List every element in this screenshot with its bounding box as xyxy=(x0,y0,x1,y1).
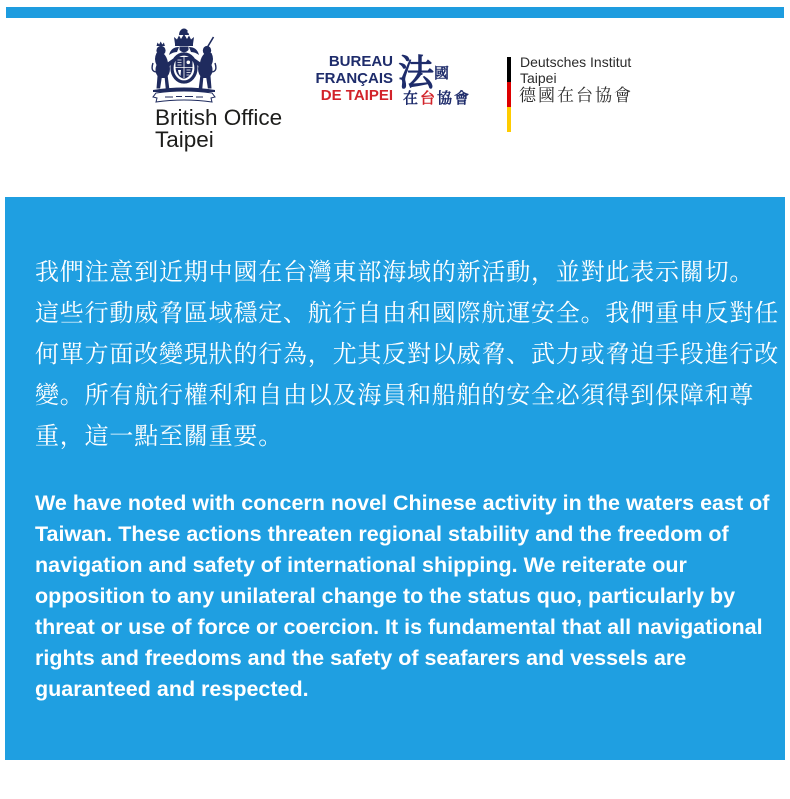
statement-english-line: rights and freedoms and the safety of seafarers and vessels are xyxy=(35,646,687,670)
statement-english-line: We have noted with concern novel Chinese activity in the waters east of xyxy=(35,491,770,515)
british-office-name-line1: British Office xyxy=(155,105,283,130)
british-office-name-line2: Taipei xyxy=(155,127,214,152)
statement-panel xyxy=(5,197,785,760)
statement-english-line: opposition to any unilateral change to the status quo, particularly by xyxy=(35,584,736,608)
french-bureau-calligraphy-large: 法 xyxy=(398,52,435,94)
french-bureau-calligraphy-small: 國 xyxy=(434,64,450,82)
french-bureau-name xyxy=(293,53,393,104)
french-bureau-chinese-char: 協 xyxy=(437,89,455,107)
statement-chinese-line: 變。所有航行權利和自由以及海員和船舶的安全必須得到保障和尊 xyxy=(35,381,755,409)
french-bureau-chinese-char: 在 xyxy=(403,89,421,107)
german-flag-stripe-black xyxy=(507,57,511,82)
statement-chinese-line: 重，這一點至關重要。 xyxy=(35,422,283,450)
german-institute-name-line2: Taipei xyxy=(520,70,557,86)
british-office-logo xyxy=(150,26,290,154)
french-bureau-logo xyxy=(293,50,475,110)
german-institute-name-line1: Deutsches Institut xyxy=(520,54,632,70)
french-bureau-chinese-char: 會 xyxy=(454,89,472,107)
statement-english-line: threat or use of force or coercion. It is fundamental that all navigational xyxy=(35,615,763,639)
french-bureau-name-line3: DE TAIPEI xyxy=(320,87,393,104)
german-institute-chinese-name: 德國在台協會 xyxy=(519,86,633,106)
statement-english-line: Taiwan. These actions threaten regional stability and the freedom of xyxy=(35,522,729,546)
german-flag-stripe-red xyxy=(507,82,511,107)
statement-chinese-line: 這些行動威脅區域穩定、航行自由和國際航運安全。我們重申反對任 xyxy=(35,299,779,327)
german-institute-logo xyxy=(505,55,645,135)
top-accent-bar xyxy=(6,7,784,18)
french-bureau-chinese-char-red: 台 xyxy=(420,89,438,107)
french-bureau-name-line2: FRANÇAIS xyxy=(315,70,393,87)
statement-english xyxy=(35,488,769,705)
french-bureau-name-line1: BUREAU xyxy=(328,53,393,70)
german-flag-icon xyxy=(507,57,511,132)
french-bureau-chinese-row xyxy=(403,90,471,107)
statement-chinese xyxy=(35,252,779,457)
statement-chinese-line: 何單方面改變現狀的行為，尤其反對以威脅、武力或脅迫手段進行改 xyxy=(35,340,779,368)
statement-chinese-line: 我們注意到近期中國在台灣東部海域的新活動，並對此表示關切。 xyxy=(35,258,755,286)
german-flag-stripe-gold xyxy=(507,107,511,132)
statement-english-line: guaranteed and respected. xyxy=(35,677,309,701)
statement-english-line: navigation and safety of international shipping. We reiterate our xyxy=(35,553,687,577)
royal-coat-of-arms-icon xyxy=(151,26,217,104)
